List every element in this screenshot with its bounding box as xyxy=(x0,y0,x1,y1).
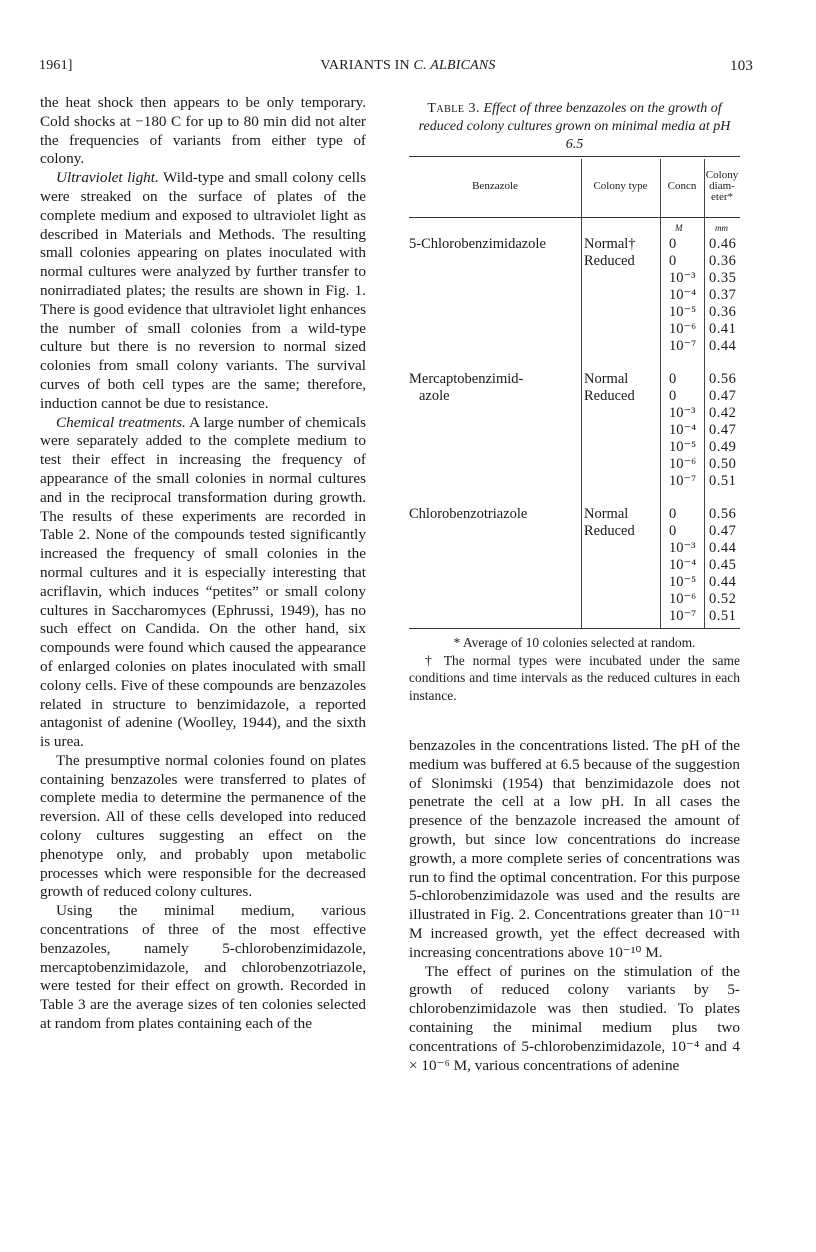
concn-cell: 10⁻⁵ xyxy=(669,574,697,590)
concn-cell: 10⁻³ xyxy=(669,270,696,286)
diameter-cell: 0.49 xyxy=(709,439,737,455)
table-footnotes xyxy=(409,634,740,704)
benzazole-name-text: 5-Chlorobenzimidazole xyxy=(409,236,546,252)
column-header-benzazole: Benzazole xyxy=(472,180,518,192)
left-column xyxy=(40,94,366,1034)
paragraph xyxy=(40,94,366,169)
paragraph-text: Using the minimal medium, various concentrations of three of the most effective benzazoles, namely 5-chlorobenzimidazole, mercaptobenzimidazole, and chlorobenzotriazole, were tested for their effect on growth. Recorded in Table 3 are the average sizes of ten colonies selected at random from plates containing each of the xyxy=(40,902,366,1033)
table-row xyxy=(409,371,740,388)
concn-cell: 10⁻⁷ xyxy=(669,473,697,489)
colony-type-cell: Normal xyxy=(584,371,629,387)
diameter-cell: 0.47 xyxy=(709,422,737,438)
running-header-title-species: C. ALBICANS xyxy=(413,58,496,73)
table-row xyxy=(409,591,740,608)
table-caption-text: Effect of three benzazoles on the growth of reduced colony cultures grown on minimal media at pH 6.5 xyxy=(418,101,731,152)
paragraph xyxy=(40,169,366,413)
table-row xyxy=(409,236,740,253)
column-header-concn: Concn xyxy=(667,180,697,192)
diameter-cell: 0.37 xyxy=(709,287,737,303)
concn-cell: 10⁻³ xyxy=(669,405,696,421)
colony-type-cell: Reduced xyxy=(584,523,635,539)
diameter-cell: 0.56 xyxy=(709,506,737,522)
table-row xyxy=(409,287,740,304)
column-header-colony-type: Colony type xyxy=(593,180,648,192)
concn-cell: 10⁻⁶ xyxy=(669,591,697,607)
table-row xyxy=(409,557,740,574)
concn-cell: 0 xyxy=(669,506,677,522)
paragraph-text: Wild-type and small colony cells were streaked on the surface of plates of the complete medium and exposed to ultraviolet light as described in Materials and Methods. The resulting small colonies appearing on plates inoculated with normal cultures were analyzed by further transfer to nonirradiated plates; the results are shown in Fig. 1. There is good evidence that ultraviolet light enhances the number of small colonies from a wild-type culture but there is no reversion to normal sized colonies from small colony variants. The survival curves of both cell types are the same; therefore, induction cannot be due to resistance. xyxy=(40,169,366,412)
table-row xyxy=(409,473,740,490)
footnote-asterisk: * Average of 10 colonies selected at random. xyxy=(453,635,696,650)
unit-molar: M xyxy=(675,223,683,233)
colony-type-cell: Reduced xyxy=(584,253,635,269)
table-row xyxy=(409,523,740,540)
colony-type-cell: Normal† xyxy=(584,236,636,252)
colony-type-cell: Normal xyxy=(584,506,629,522)
diameter-cell: 0.35 xyxy=(709,270,737,286)
table-row xyxy=(409,439,740,456)
footnote-dagger: † The normal types were incubated under the same conditions and time intervals as the reduced cultures in each instance. xyxy=(409,652,740,703)
paragraph xyxy=(40,752,366,902)
table-header-rule xyxy=(409,217,740,218)
diameter-cell: 0.46 xyxy=(709,236,737,252)
paragraph xyxy=(40,414,366,752)
concn-cell: 10⁻⁴ xyxy=(669,422,697,438)
colony-type-cell: Reduced xyxy=(584,388,635,404)
table-row xyxy=(409,338,740,355)
running-header-title-prefix: VARIANTS IN xyxy=(320,58,414,73)
diameter-cell: 0.47 xyxy=(709,523,737,539)
table-row xyxy=(409,321,740,338)
concn-cell: 10⁻⁴ xyxy=(669,287,697,303)
table-label: Table 3. xyxy=(427,101,481,116)
concn-cell: 10⁻⁴ xyxy=(669,557,697,573)
diameter-cell: 0.47 xyxy=(709,388,737,404)
running-header-title xyxy=(0,58,816,74)
table-row xyxy=(409,253,740,270)
concn-cell: 10⁻⁵ xyxy=(669,304,697,320)
table-row xyxy=(409,270,740,287)
concn-cell: 10⁻³ xyxy=(669,540,696,556)
table-row xyxy=(409,456,740,473)
diameter-cell: 0.42 xyxy=(709,405,737,421)
table-bottom-rule xyxy=(409,628,740,629)
concn-cell: 10⁻⁷ xyxy=(669,338,697,354)
diameter-cell: 0.44 xyxy=(709,540,737,556)
concn-cell: 0 xyxy=(669,523,677,539)
paragraph: The effect of purines on the stimulation of the growth of reduced colony variants by 5-chlorobenzimidazole was then studied. To plates containing the minimal medium plus two concentrations of 5-chlorobenzimidazole, 10⁻⁴ and 4 × 10⁻⁶ M, various concentrations of adenine xyxy=(409,962,740,1074)
diameter-cell: 0.44 xyxy=(709,338,737,354)
table-row xyxy=(409,422,740,439)
diameter-cell: 0.41 xyxy=(709,321,737,337)
paragraph-text: the heat shock then appears to be only temporary. Cold shocks at −180 C for up to 80 min did not alter the frequencies of variants from either type of colony. xyxy=(40,94,366,168)
table-row xyxy=(409,388,740,405)
unit-mm: mm xyxy=(715,223,728,233)
running-header-year: 1961] xyxy=(39,58,73,73)
diameter-cell: 0.45 xyxy=(709,557,737,573)
section-lead: Ultraviolet light. xyxy=(56,169,159,187)
table-row xyxy=(409,506,740,523)
concn-cell: 10⁻⁵ xyxy=(669,439,697,455)
right-column xyxy=(409,737,740,1075)
table-row xyxy=(409,608,740,625)
concn-cell: 10⁻⁶ xyxy=(669,321,697,337)
table-row xyxy=(409,540,740,557)
concn-cell: 10⁻⁶ xyxy=(669,456,697,472)
table-row xyxy=(409,574,740,591)
diameter-cell: 0.50 xyxy=(709,456,737,472)
benzazole-name-continuation: azole xyxy=(419,388,450,404)
table-row xyxy=(409,405,740,422)
table-caption xyxy=(409,100,740,154)
diameter-cell: 0.44 xyxy=(709,574,737,590)
benzazole-name-text: Chlorobenzotriazole xyxy=(409,506,528,522)
table-row xyxy=(409,304,740,321)
paragraph: benzazoles in the concentrations listed. The pH of the medium was buffered at 6.5 because of the suggestion of Slonimski (1954) that benzimidazole does not penetrate the cell at a low pH. In all cases the presence of the benzazole increased the amount of growth, but since low concentrations do increase growth, a more complete series of concentrations was run to find the optimal concentration. For this purpose 5-chlorobenzimidazole was used and the results are illustrated in Fig. 2. Concentrations greater than 10⁻¹¹ M increased growth, yet the effect decreased with increasing concentrations above 10⁻¹⁰ M. xyxy=(409,737,740,961)
concn-cell: 0 xyxy=(669,236,677,252)
column-header-colony-diameter: Colony diam-eter* xyxy=(705,169,739,203)
paragraph-text: A large number of chemicals were separately added to the complete medium to test their effect in increasing the frequency of appearance of the small colonies in normal cultures and in the reciprocal transformation during growth. The results of these experiments are recorded in Table 2. None of the compounds tested significantly increased the frequency of small colonies in the normal cultures and it is especially interesting that acriflavin, which induces “petites” or small colony cultures in Saccharomyces (Ephrussi, 1949), has no such effect on Candida. On the other hand, six compounds were found which caused the appearance of enlarged colonies on plates inoculated with small colony cells. Five of these compounds are benzazoles related in structure to benzimidazole, a reported antagonist of adenine (Woolley, 1944), and the sixth is urea. xyxy=(40,413,366,751)
diameter-cell: 0.56 xyxy=(709,371,737,387)
diameter-cell: 0.36 xyxy=(709,253,737,269)
section-lead: Chemical treatments. xyxy=(56,413,186,431)
concn-cell: 0 xyxy=(669,253,677,269)
benzazole-name-text: Mercaptobenzimid- xyxy=(409,371,524,387)
page-number: 103 xyxy=(730,58,754,74)
diameter-cell: 0.51 xyxy=(709,608,737,624)
paragraph xyxy=(40,902,366,1034)
concn-cell: 10⁻⁷ xyxy=(669,608,697,624)
concn-cell: 0 xyxy=(669,371,677,387)
diameter-cell: 0.36 xyxy=(709,304,737,320)
diameter-cell: 0.51 xyxy=(709,473,737,489)
concn-cell: 0 xyxy=(669,388,677,404)
diameter-cell: 0.52 xyxy=(709,591,737,607)
paragraph-text: The presumptive normal colonies found on plates containing benzazoles were transferred to plates of complete media to determine the permanence of the reversion. All of these cells developed into reduced colony cultures suggesting an effect on the phenotype only, and probably upon metabolic processes which were responsible for the decreased growth of reduced colony cultures. xyxy=(40,751,366,901)
